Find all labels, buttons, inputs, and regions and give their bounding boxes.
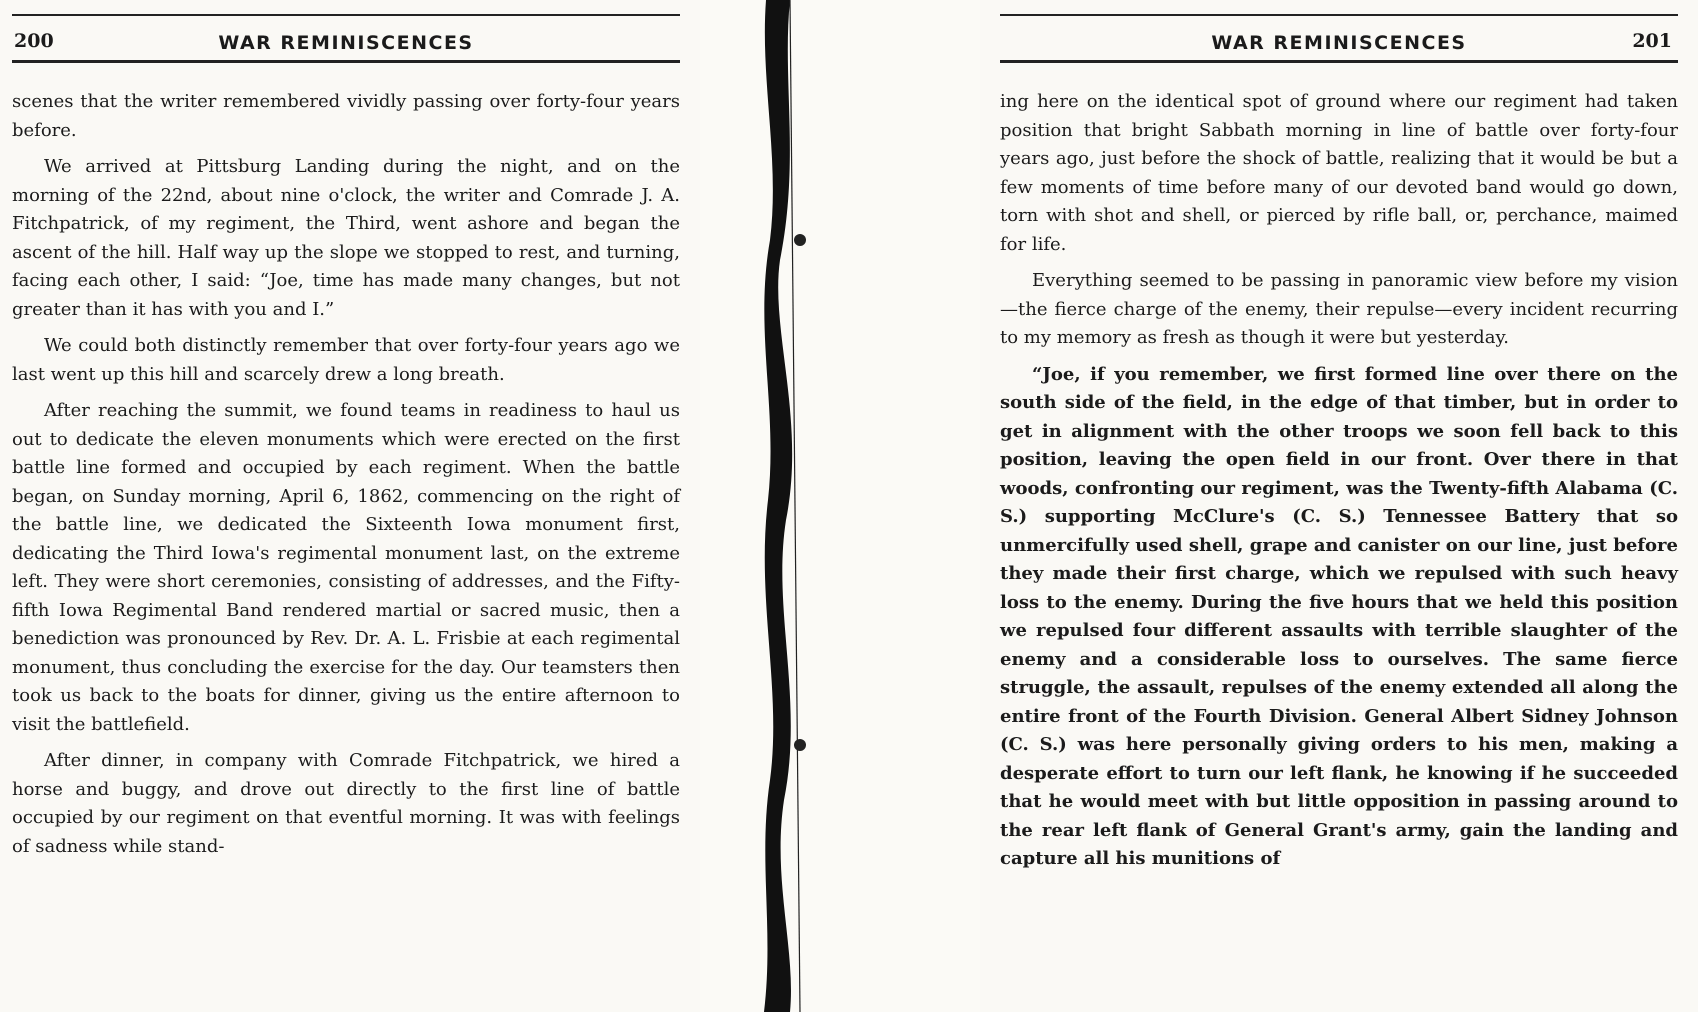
left-page-number: 200 — [14, 30, 54, 52]
left-page-header — [12, 14, 680, 63]
paragraph: We arrived at Pittsburg Landing during the night, and on the morning of the 22nd, about nine o'clock, the writer and Comrade J. A. Fitchpatrick, of my regiment, the Third, went ashore and began the ascent of the hill. Half way up the slope we stopped to rest, and turning, facing each other, I said: “Joe, time has made many changes, but not greater than it has with you and I.” — [12, 156, 680, 320]
right-page-body — [1000, 88, 1678, 882]
binding-spine-shadow — [760, 0, 820, 1012]
paragraph: ing here on the identical spot of ground where our regiment had taken position that bright Sabbath morning in line of battle over forty-four years ago, just before the shock of battle, realizing that it would be but a few moments of time before many of our devoted band would go down, torn with shot and shell, or pierced by rifle ball, or, perchance, maimed for life. — [1000, 91, 1678, 255]
paragraph: After dinner, in company with Comrade Fitchpatrick, we hired a horse and buggy, and drove out directly to the first line of battle occupied by our regiment on that eventful morning. It was with feelings of sadness while stand- — [12, 750, 680, 857]
paragraph: We could both distinctly remember that over forty-four years ago we last went up this hill and scarcely drew a long breath. — [12, 335, 680, 385]
left-page-body — [12, 88, 680, 869]
right-page-number: 201 — [1632, 30, 1672, 52]
paragraph: After reaching the summit, we found teams in readiness to haul us out to dedicate the eleven monuments which were erected on the first battle line formed and occupied by each regiment. When the battle began, on Sunday morning, April 6, 1862, commencing on the right of the battle line, we dedicated the Sixteenth Iowa monument first, dedicating the Third Iowa's regimental monument last, on the extreme left. They were short ceremonies, consisting of addresses, and the Fifty-fifth Iowa Regimental Band rendered martial or sacred music, then a benediction was pronounced by Rev. Dr. A. L. Frisbie at each regimental monument, thus concluding the exercise for the day. Our teamsters then took us back to the boats for dinner, giving us the entire afternoon to visit the battlefield. — [12, 400, 680, 735]
paragraph: scenes that the writer remembered vividly passing over forty-four years before. — [12, 91, 680, 141]
left-running-title: WAR REMINISCENCES — [218, 32, 474, 54]
paragraph: Everything seemed to be passing in panoramic view before my vision—the fierce charge of the enemy, their repulse—every incident recurring to my memory as fresh as though it were but yesterday. — [1000, 270, 1678, 348]
paragraph: “Joe, if you remember, we first formed line over there on the south side of the field, in the edge of that timber, but in order to get in alignment with the other troops we soon fell back to this position, leaving the open field in our front. Over there in that woods, confronting our regiment, was the Twenty-fifth Alabama (C. S.) supporting McClure's (C. S.) Tennessee Battery that so unmercifully used shell, grape and canister on our line, just before they made their first charge, which we repulsed with such heavy loss to the enemy. During the five hours that we held this position we repulsed four different assaults with terrible slaughter of the enemy and a considerable loss to ourselves. The same fierce struggle, the assault, repulses of the enemy extended all along the entire front of the Fourth Division. General Albert Sidney Johnson (C. S.) was here personally giving orders to his men, making a desperate effort to turn our left flank, he knowing if he succeeded that he would meet with but little opposition in passing around to the rear left flank of General Grant's army, gain the landing and capture all his munitions of — [1000, 363, 1678, 869]
book-gutter — [700, 0, 980, 1012]
right-page — [980, 0, 1698, 1012]
left-page — [0, 0, 700, 1012]
right-page-header — [1000, 14, 1678, 63]
right-running-title: WAR REMINISCENCES — [1211, 32, 1467, 54]
